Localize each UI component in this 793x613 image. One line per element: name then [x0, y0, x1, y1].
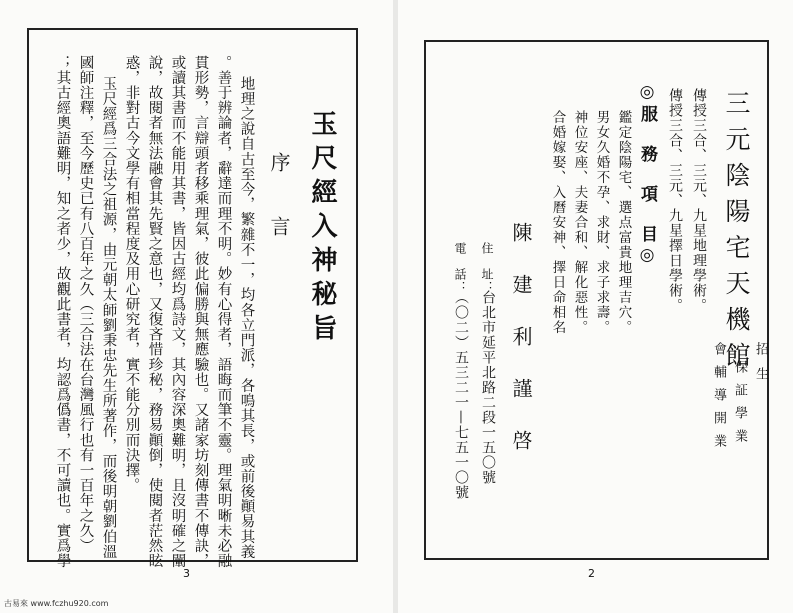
office-name: 三元陰陽宅天機館	[722, 90, 751, 378]
paragraph-line: 國師注釋，至今歷史已有八百年之久（三合法在台灣風行也有一百年之久）	[77, 55, 94, 554]
page-number: 3	[183, 567, 190, 580]
phone-label: 電 話：	[453, 242, 467, 294]
recruit-line: 招生	[753, 342, 768, 392]
left-page	[0, 0, 394, 613]
teaching-line: 傳授三合、三元、九星擇日學術。	[667, 88, 683, 313]
paragraph-line: 玉尺經爲三合法之祖源，由元朝太師劉秉忠先生所著作，而後明朝劉伯溫	[100, 76, 117, 560]
paragraph-line: ；其古經奧語難明，知之者少，故觀此書者，均認爲僞書，不可讀也。實爲學	[54, 55, 71, 569]
service-line: 鑑定陰陽宅、選点富貴地理吉穴。	[615, 110, 632, 335]
service-line: 男女久婚不孕、求財、求子求壽。	[593, 110, 610, 335]
paragraph-line: 說，故閱者無法融會其先賢之意也，又復吝惜珍秘，務易顚倒，使閱者茫然眩	[146, 55, 163, 569]
service-line: 神位安座、夫妻合和、解化惡性。	[571, 110, 588, 335]
teaching-line: 傳授三合、三元、九星地理學術。	[691, 88, 707, 313]
recruit-line: 保証學業	[732, 360, 747, 452]
address-value: 台北市延平北路二段一五〇號	[480, 290, 496, 485]
recruit-line: 會輔導開業	[711, 342, 726, 457]
right-page-frame	[424, 40, 769, 560]
service-line: 合婚嫁娶、入曆安神、擇日命相名	[549, 110, 566, 335]
left-page-frame	[27, 28, 358, 569]
paragraph-line: 貫形勢，言辯頭者移乘理氣，彼此偏勝與無應驗也。又諸家坊刻傳書不傳訣，	[192, 55, 209, 569]
page-number: 2	[588, 567, 595, 580]
person-name: 陳 建 利 謹 啓	[509, 222, 533, 456]
phone-value: （〇二）五三二一—七五一〇號	[453, 290, 469, 500]
section-heading: 序 言	[267, 152, 291, 248]
services-heading: ◎服 務 項 目◎	[637, 82, 657, 268]
book-title: 玉尺經入神秘旨	[307, 110, 337, 348]
paragraph-line: 或讀其書而不能用其書，皆因古經均爲詩文，其內容深奧難明，且沒明確之闡	[169, 55, 186, 569]
site-watermark: 古易來 www.fczhu920.com	[4, 599, 109, 608]
paragraph-line: 。善于辨論者，辭達而理不明。妙有心得者，語晦而筆不靈。理氣明晰未必融	[215, 55, 232, 569]
paragraph-line: 惑，非對古今文學有相當程度及用心研究者，實不能分別而決擇。	[123, 55, 140, 493]
paragraph-line: 地理之說自古至今，繁雜不一，均各立門派，各鳴其長，或前後顚易其義	[238, 76, 255, 560]
right-page	[398, 0, 793, 613]
address-label: 住 址：	[480, 242, 494, 294]
